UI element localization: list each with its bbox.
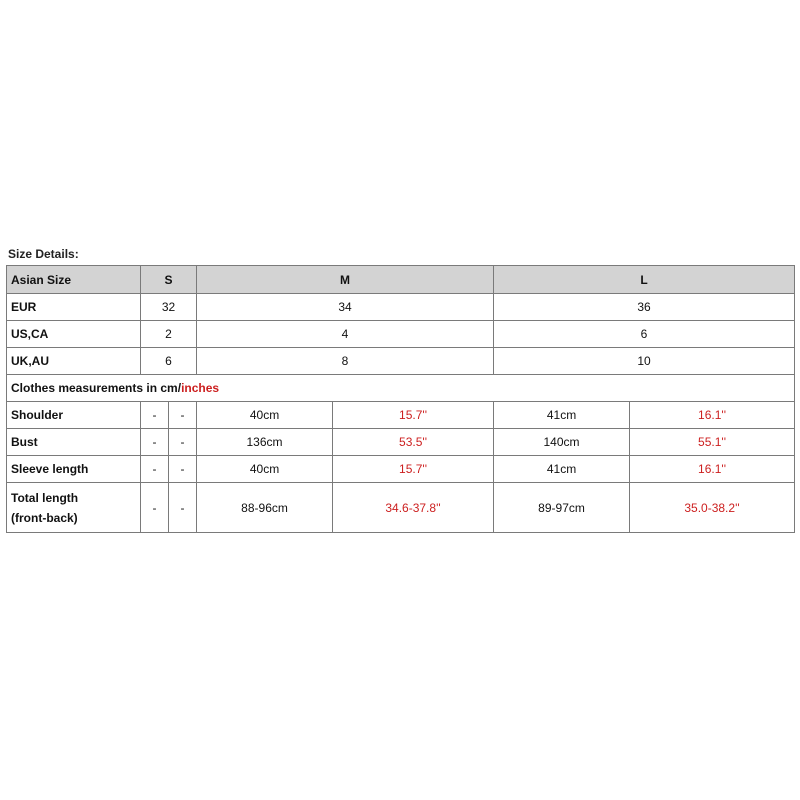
cell-l-cm: 41cm [494, 402, 630, 429]
measurements-title-row [7, 375, 795, 402]
row-label-line1: Total length [11, 490, 79, 505]
cell-s-a: - [141, 456, 169, 483]
cell-l: 6 [494, 321, 795, 348]
table-row-sleeve-length [7, 456, 795, 483]
table-row-total-length [7, 483, 795, 533]
cell-s: 2 [141, 321, 197, 348]
row-label-line2: (front-back) [11, 510, 78, 525]
cell-s-b: - [169, 456, 197, 483]
measurements-title-inches: inches [181, 381, 220, 395]
table-row-shoulder [7, 402, 795, 429]
cell-s: 32 [141, 294, 197, 321]
row-label: Bust [7, 429, 141, 456]
size-l-header: L [494, 266, 795, 294]
table-row-uk-au [7, 348, 795, 375]
size-m-header: M [197, 266, 494, 294]
size-chart-table [6, 265, 795, 533]
row-label: US,CA [7, 321, 141, 348]
cell-l-inches: 55.1'' [630, 429, 795, 456]
cell-s-a: - [141, 429, 169, 456]
cell-s-a: - [141, 483, 169, 533]
row-label: UK,AU [7, 348, 141, 375]
row-label: Shoulder [7, 402, 141, 429]
table-header-row [7, 266, 795, 294]
table-row-eur [7, 294, 795, 321]
cell-m-inches: 15.7'' [333, 402, 494, 429]
row-label: Sleeve length [7, 456, 141, 483]
cell-l: 36 [494, 294, 795, 321]
asian-size-header: Asian Size [7, 266, 141, 294]
cell-s-b: - [169, 402, 197, 429]
cell-m-inches: 53.5'' [333, 429, 494, 456]
cell-m: 4 [197, 321, 494, 348]
cell-l-cm: 140cm [494, 429, 630, 456]
cell-l-inches: 16.1'' [630, 456, 795, 483]
measurements-title [7, 375, 795, 402]
measurements-title-prefix: Clothes measurements in cm/ [11, 381, 182, 395]
cell-l-cm: 41cm [494, 456, 630, 483]
cell-m-cm: 40cm [197, 456, 333, 483]
cell-m-inches: 15.7'' [333, 456, 494, 483]
cell-l: 10 [494, 348, 795, 375]
row-label [7, 483, 141, 533]
cell-m-cm: 136cm [197, 429, 333, 456]
cell-s-a: - [141, 402, 169, 429]
cell-l-cm: 89-97cm [494, 483, 630, 533]
cell-m: 8 [197, 348, 494, 375]
cell-s-b: - [169, 429, 197, 456]
row-label: EUR [7, 294, 141, 321]
cell-m-cm: 40cm [197, 402, 333, 429]
cell-m: 34 [197, 294, 494, 321]
size-s-header: S [141, 266, 197, 294]
cell-s: 6 [141, 348, 197, 375]
table-row-us-ca [7, 321, 795, 348]
table-row-bust [7, 429, 795, 456]
size-details-caption: Size Details: [8, 247, 79, 261]
cell-l-inches: 35.0-38.2'' [630, 483, 795, 533]
cell-m-inches: 34.6-37.8'' [333, 483, 494, 533]
cell-l-inches: 16.1'' [630, 402, 795, 429]
cell-m-cm: 88-96cm [197, 483, 333, 533]
cell-s-b: - [169, 483, 197, 533]
